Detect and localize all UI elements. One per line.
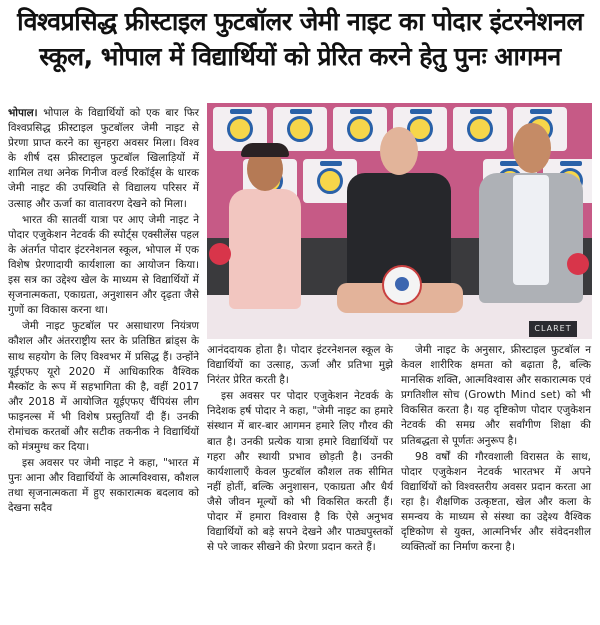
headline [8,4,592,74]
article-column-1 [8,106,199,518]
paragraph: भारत की सातवीं यात्रा पर आए जेमी नाइट ने पोदार एजुकेशन नेटवर्क की स्पोर्ट्स एक्सीलेंस पहल के अंतर्गत पोदार इंटरनेशनल स्कूल, भोपाल में एक विशेष प्रेरणादायी कार्यशाला का आयोजन किया। इस सत्र का उद्देश्य खेल के माध्यम से विद्यार्थियों में सृजनात्मकता, एकाग्रता, अनुशासन और दृढ़ता जैसे गुणों का विकास करना था। [8,213,199,317]
paragraph: इस अवसर पर पोदार एजुकेशन नेटवर्क के निदेशक हर्ष पोदार ने कहा, "जेमी नाइट का हमारे संस्थान में बार-बार आगमन हमारे लिए गौरव की बात है। उनकी प्रत्येक यात्रा हमारे विद्यार्थियों पर गहरा और स्थायी प्रभाव छोड़ती है। उनकी कार्यशालाएँ केवल फुटबॉल कौशल तक सीमित नहीं होतीं, बल्कि अनुशासन, एकाग्रता और धैर्य जैसे जीवन मूल्यों को भी विकसित करती हैं। पोदार में हमारा विश्वास है कि ऐसे अनुभव विद्यार्थियों को बड़े सपने देखने और पाठ्यपुस्तकों से परे जाकर सीखने की प्रेरणा प्रदान करते हैं। [207,390,393,554]
school-logo-icon [333,107,387,151]
paragraph [8,106,199,212]
paragraph: 98 वर्षों की गौरवशाली विरासत के साथ, पोदार एजुकेशन नेटवर्क भारतभर में अपने विद्यार्थियों को विश्वस्तरीय अवसर प्रदान करता आ रहा है। शैक्षणिक उत्कृष्टता, खेल और कला के समन्वय के माध्यम से संस्था का उद्देश्य वैश्विक दृष्टिकोण से युक्त, आत्मनिर्भर और संवेदनशील व्यक्तित्वों का निर्माण करना है। [401,450,591,554]
claret-sign: CLARET [529,321,577,337]
headline-line-1: विश्वप्रसिद्ध फ्रीस्टाइल फुटबॉलर जेमी नाइट का पोदार इंटरनेशनल [17,7,583,36]
school-logo-icon [453,107,507,151]
paragraph-text: भोपाल के विद्यार्थियों को एक बार फिर विश्वप्रसिद्ध फ्रीस्टाइल फुटबॉलर जेमी नाइट से प्रेरणा प्राप्त करने का सुनहरा अवसर मिला। विश्व के शीर्ष दस फ्रीस्टाइल फुटबॉल खिलाड़ियों में शामिल तथा अनेक गिनीज वर्ल्ड रिकॉर्ड्स के धारक जेमी नाइट की उपस्थिति से विद्यालय परिसर में उत्साह और ऊर्जा का वातावरण देखने को मिला। [8,107,199,210]
event-photo [207,103,592,339]
article-column-3 [401,343,591,556]
football [382,265,422,305]
headline-line-2: स्कूल, भोपाल में विद्यार्थियों को प्रेरित करने हेतु पुनः आगमन [39,42,561,71]
paragraph: जेमी नाइट के अनुसार, फ्रीस्टाइल फुटबॉल न केवल शारीरिक क्षमता को बढ़ाता है, बल्कि मानसिक शक्ति, आत्मविश्वास और सकारात्मक एवं प्रगतिशील सोच (Growth Mind set) को भी विकसित करता है। यह दृष्टिकोण पोदार एजुकेशन नेटवर्क की समग्र और सर्वांगीण शिक्षा की प्रतिबद्धता से पूर्णतः अनुरूप है। [401,344,591,447]
paragraph: जेमी नाइट फुटबॉल पर असाधारण नियंत्रण कौशल और अंतरराष्ट्रीय स्तर के प्रतिष्ठित ब्रांड्स के साथ सहयोग के लिए विश्वभर में प्रसिद्ध हैं। उन्होंने यूईएफए यूरो 2020 में आधिकारिक वैश्विक मैस्कॉट के रूप में सहभागिता की है, वहीं 2017 और 2018 में आयोजित यूईएफए चैंपियंस लीग फाइनल्स में भी विशेष प्रस्तुतियाँ दी हैं। उनकी रोमांचक करतबों और सटीक तकनीक ने विद्यार्थियों को मंत्रमुग्ध कर दिया। [8,320,199,454]
dateline: भोपाल। [8,107,38,119]
paragraph: आनंददायक होता है। पोदार इंटरनेशनल स्कूल के विद्यार्थियों का उत्साह, ऊर्जा और प्रतिभा मुझे निरंतर प्रेरित करती है। [207,344,393,387]
article-column-2 [207,343,393,556]
paragraph: इस अवसर पर जेमी नाइट ने कहा, "भारत में पुनः आना और विद्यार्थियों के आत्मविश्वास, कौशल तथा सृजनात्मकता में हुए सकारात्मक बदलाव को देखना सदैव [8,457,199,515]
flowers [209,243,231,265]
flowers [567,253,589,275]
